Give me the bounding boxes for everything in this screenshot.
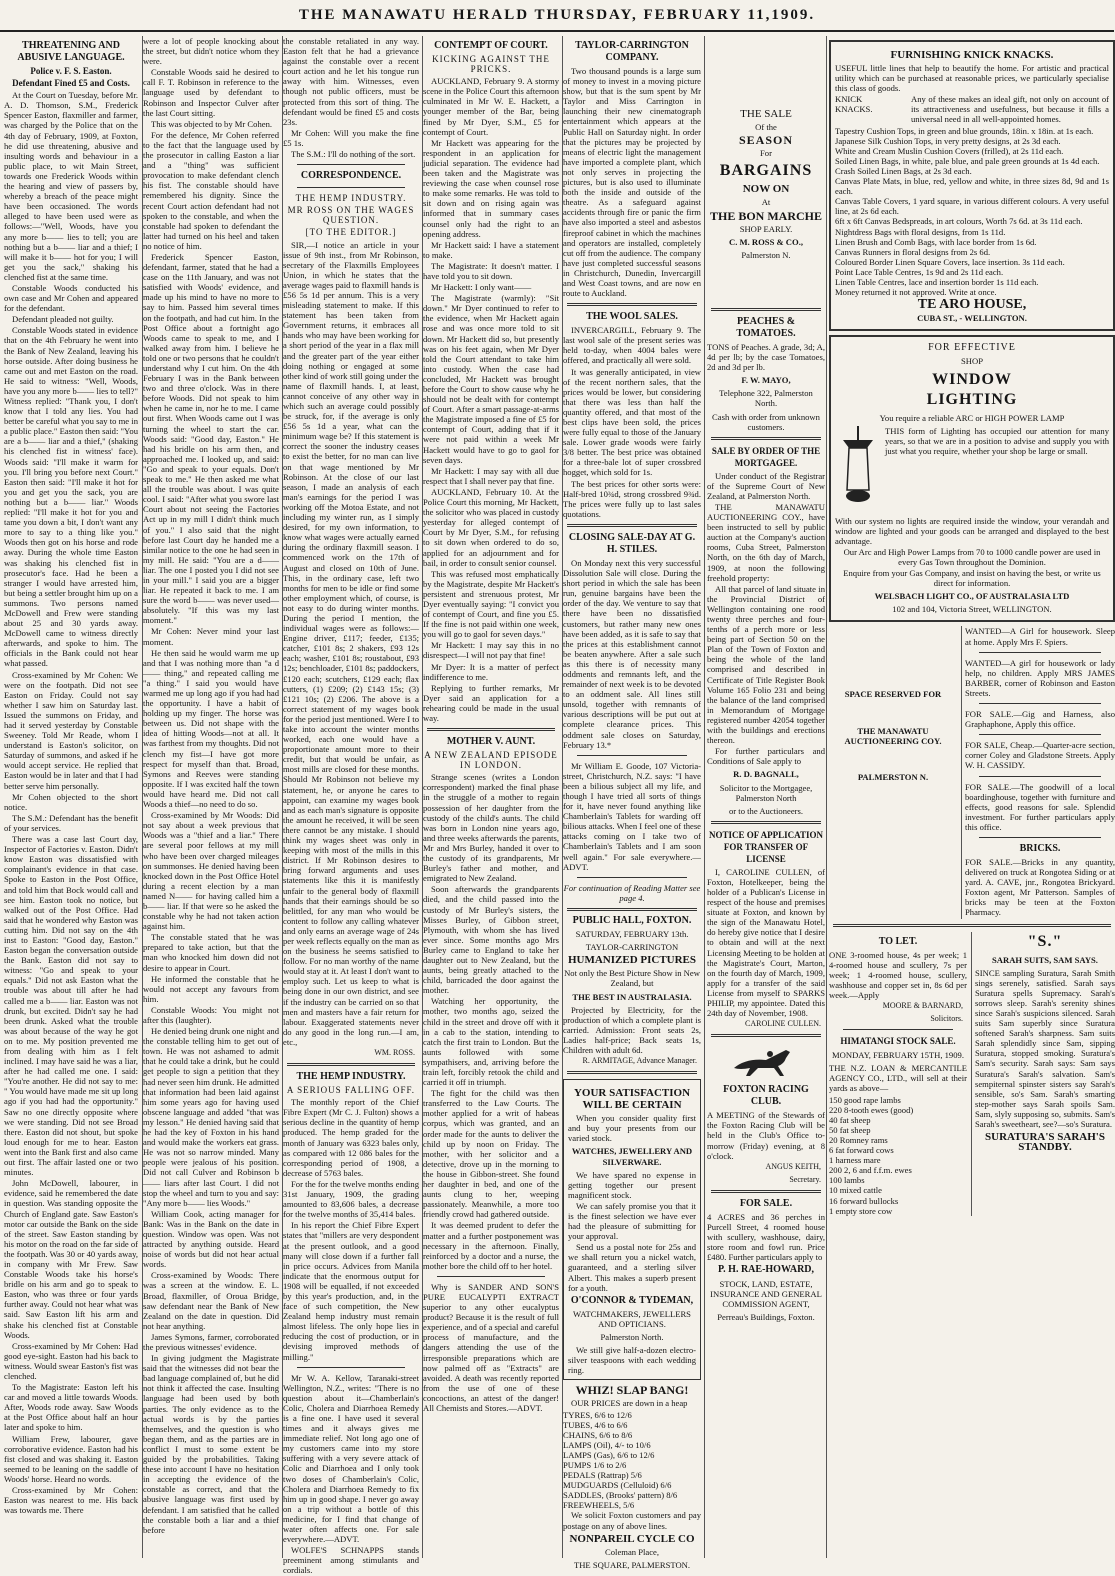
- ad-text: 4 ACRES and 36 perches in Purcell Street, 4 roomed house with scullery, washhouse, dairy, store room and fowl run. Price £480. Further particulars apply to: [707, 1211, 825, 1263]
- divider: [979, 734, 1101, 735]
- paragraph: Constable Woods said he desired to call F. T. Robinson in reference to the language used by defendant to Robinson and Inspector Culver after the last Court sitting.: [143, 67, 279, 118]
- ad-text: Money returned it not approved. Write at once.: [835, 287, 997, 298]
- paragraph: It was generally anticipated, in view of the recent northern sales, that the prices would be lower, but considering that there was less than half the quantity offered, and that most of the best clips have been sold, the prices were fully equal to those of the January sale. Lower grade woods were fairly 3/8 better. The best price was obtained for a three-bale lot of super crossbred hogget, which sold for 1s.: [563, 366, 701, 478]
- ad-headline: LIGHTING: [926, 390, 1018, 408]
- paragraph: There was a case last Court day, Inspector of Factories v. Easton. Didn't know Easton was dissatisfied with complainant's evidence in that case. Spoke to Easton in the Post Office, and told him that Bock would call and see him. Easton took no notice, but walked out of the Post Office. Had said that he wondered why Easton was cutting him. Did not say on the 4th inst to Easton: "Good day, Easton." Easton began the conversation outside the Bank. Easton did not say to witness: "Go and speak to your equals." Did not ask Easton what the trouble was about till after he had called me a b—— liar. Easton was not drunk, but excited. Didn't say he had been drunk. Asked what the trouble was about because of the way he got on to me. My position prevented me from dealing with him as I felt inclined. I may have said he was a liar, after he had called me one. I said: "You're another. He did not say to me: " You would have made me sit up long ago if you had had the opportunity." Saw no one directly opposite where we were standing. Did not see Broad there. Easton did not shout, but spoke loud enough for me to hear. Easton went into the Bank first and also came out first. The affair lasted one or two minutes.: [4, 834, 138, 1178]
- ad-text: FOR EFFECTIVE: [928, 342, 1016, 354]
- divider: [567, 524, 697, 527]
- paragraph: The Magistrate (warmly): "Sit down." Mr Dyer continued to refer to the evidence, when Mr Hackett again rose and was once more told to sit down. Mr Hackett did so, but presently was on his feet again, when Mr Dyer told the Court attendant to take him into custody. When the case had concluded, Mr Hackett was brought before the Court to show cause why he should not be dealt with for contempt of Court. After a smart passage-at-arms the Magistrate imposed a fine of £5 for contempt of Court, adding that if it were not paid within a week Mr Hackett would have to go to gaol for seven days.: [423, 293, 559, 465]
- classified-ad: FOR SALE.—The goodwill of a local boardinghouse, together with furniture and effects, good reasons for sale. Splendid investment. For further particulars apply this office.: [965, 781, 1115, 832]
- paragraph: The constable stated that he was prepared to take action, but that the man who knocked him down did not desire to appear in Court.: [143, 932, 279, 973]
- ad-text: THE MANAWATU AUCTIONEERING COY.: [844, 725, 942, 746]
- stock-list-item: 16 forward bullocks: [829, 1195, 899, 1206]
- ad-text: ONE 3-roomed house, 4s per week; 1 4-roomed house and scullery, 7s per week; 1 4-roomed house, scullery, washhouse and copper set in, 8s 6d per week.—Apply: [829, 949, 967, 1000]
- paragraph: AUCKLAND, February 10. At the Police Court this morning, Mr Hackett, the solicitor who was placed in custody yesterday for alleged contempt of Court by Mr Dyer, S.M., for refusing to sit down when ordered to do so, applied for an adjournment and for bail, in order to consult senior counsel.: [423, 486, 559, 568]
- paragraph: were a lot of people knocking about the street, but didn't notice whom they were.: [143, 36, 279, 67]
- ad-title: PUBLIC HALL, FOXTON.: [572, 914, 692, 926]
- ad-text: KNICK: [835, 94, 863, 105]
- classified-ad: FOR SALE.—Gig and Harness, also Graphaphone, Apply this office.: [965, 709, 1115, 730]
- ad-signature: ANGUS KEITH,: [765, 1161, 821, 1171]
- divider: [711, 437, 821, 440]
- paragraph: Constable Woods stated in evidence that on the 4th February he went into the Bank of New Zealand, leaving his horse outside. After doing business he came out and met Easton on the road. He said to witness: "Well, Woods, have you any more b—— lies to tell?" Witness replied: "Thank you, I don't know that I told any lies. You had better be careful what you say to me in a public place." Easton then said: "You are a b—— liar and a thief," (shaking his clenched fist in witness' face). Woods said: "I'll make it warm for you. I'll bring you before next Court." Easton then said: "I'll make it hot for you and get you the sack, you are nothing but a b—— liar." Woods replied: "I'll make it hot for you and tame you down a bit, I don't want any more to say to a thing like you." Woods then got on his horse and rode away. During the whole time Easton was shaking his clenched fist in prosecutor's face. Had he been a stranger I would have arrested him, but being a settler brought him up on a summons. Two persons named McDowell and Frew were standing about 25 and 30 yards away. McDowell came to witness directly afterwards, and spoke to him. The officials in the Bank could not hear what passed.: [4, 325, 138, 669]
- ad-text: PALMERSTON N.: [857, 771, 929, 782]
- ad-text: STOCK, LAND, ESTATE, INSURANCE AND GENERAL COMMISSION AGENT,: [710, 1278, 822, 1309]
- ad-signature: Solicitors.: [930, 1014, 963, 1024]
- ad-text: With our system no lights are required inside the window, your verandah and window are lighted and your goods can be arranged and displayed to the best advantage.: [835, 515, 1109, 546]
- bottom-split: [829, 932, 1115, 1216]
- ad-headline: WINDOW: [932, 370, 1012, 388]
- space-reserved-block: [829, 626, 957, 918]
- product-list-item: Canvas Runners in floral designs from 2s 6d.: [835, 246, 991, 257]
- paragraph: Mr Hackett: I may say this in no disrespect—I will not pay that fine!: [423, 640, 559, 661]
- paragraph: INVERCARGILL, February 9. The last wool sale of the present series was held to-day, when 4004 bales were offered, and practically all were sold.: [563, 325, 701, 366]
- price-list-item: LAMPS (Oil), 4/- to 10/6: [563, 1439, 651, 1450]
- paragraph: Replying to further remarks, Mr Dyer said an application for a rehearing could be made in the usual way.: [423, 682, 559, 723]
- ad-firm: THE BON MARCHE: [709, 208, 822, 223]
- divider: [427, 728, 555, 731]
- ad-firm: F. W. MAYO,: [741, 375, 791, 386]
- divider: [711, 1034, 821, 1037]
- classified-ad: WANTED—A Girl for housework. Sleep at home. Apply Mrs F. Spiers.: [965, 626, 1115, 647]
- paragraph: He then said he would warm me up and that I was nothing more than "a d—— thing," and repeated calling me "a thing." I said you would have warmed me up long ago if you had had the opportunity. I have a habit of holding up my finger. The horse was between us. Did not shape with the idea of hitting Woods—not at all. It was farthest from my thoughts. Did not clench my fist—I have got more respect for myself than that. Broad, Symons and Reeves were standing opposite. If I was excited half the town would have heard me. Did not call Woods a thief—no need to do so.: [143, 647, 279, 810]
- stock-list-item: 50 fat sheep: [829, 1124, 871, 1135]
- paragraph: Cross-examined by Woods: There was a screen at the window. E. L. Broad, flaxmiller, of Oroua Bridge, saw defendant near the Bank of New Zealand on the date in question. Did not hear anything.: [143, 1270, 279, 1331]
- product-list-item: Canvas Plate Mats, in blue, red, yellow and white, in three sizes 8d, 9d and 1s each.: [835, 176, 1109, 197]
- article-subtitle: KICKING AGAINST THE PRICKS.: [432, 54, 550, 75]
- paragraph: Mr Dyer: It is a matter of perfect indifference to me.: [423, 661, 559, 682]
- ad-headline: YOUR SATISFACTION WILL BE CERTAIN: [573, 1087, 691, 1112]
- divider: [711, 1190, 821, 1193]
- paragraph: Mr Cohen objected to the short notice.: [4, 791, 138, 812]
- window-lighting-ad: [829, 335, 1115, 622]
- article-subtitle: THE HEMP INDUSTRY.: [295, 193, 407, 204]
- price-list-item: PEDALS (Rattrap) 5/6: [563, 1470, 642, 1481]
- ad-text: Telephone 322, Palmerston North.: [719, 388, 813, 409]
- ad-headline: BRICKS.: [1019, 842, 1061, 854]
- ad-text: 102 and 104, Victoria Street, WELLINGTON.: [892, 604, 1052, 615]
- ad-text: Palmerston North.: [600, 1332, 664, 1343]
- article-subtitle: Police v. F. S. Easton.: [30, 66, 112, 76]
- column-7: [826, 36, 1115, 1558]
- ad-text: Of the: [755, 122, 777, 133]
- product-list-item: Tapestry Cushion Tops, in green and blue grounds, 18in. x 18in. at 1s each.: [835, 125, 1094, 136]
- ad-text: THE MANAWATU AUCTIONEERING COY., have been instructed to sell by public auction at the Company's auction rooms, Cuba Street, Palmerston North, on the 6th day of March, 1909, at noon the following freehold property:: [707, 501, 825, 583]
- product-list-item: Japanese Silk Cushion Tops, in very pretty designs, at 2s 3d each.: [835, 135, 1061, 146]
- paragraph: SIR,—I notice an article in your issue of 9th inst., from Mr Robinson, secretary of the Flaxmills Employees Union, in which he states that the average wages paid to flaxmill hands is £56 5s 1d per annum. This is a very misleading statement to make. If this statement has been taken from Government returns, it embraces all hands who may have been working for a short period of the year in a flax mill and the greater part of the year either doing nothing or engaged at some other kind of work still going under the name of flaxmill hands. I, at least, cannot conceive of any other way in which such an average could possibly be struck, for, if the average is only £56 5s 1d a year, what can the minimum wage be? If this statement is correct the sooner the industry ceases to exist the better, for no man can live on that wage mentioned by Mr Robinson. At the close of our last season, I made an analysis of each man's earnings for the period I was working off the Motoa Estate, and not including my winter run, as I simply desired, for my own information, to know what wages were actually earned during the ordinary flaxmill season. I commenced work on the 17th of August and closed on 10th of June. This, in the ordinary case, left two months for men to be idle or find some other employment which, of course, is not easy to do during winter months. During the period I mention, the individual wages were as follows:—Engine driver, £117; feeder, £135; catcher, £101 8s; 2 shakers, £93 12s each; washer, £101 8s; roustabout, £93 12s; benchloader, £101 8s; paddockers, £120 each; scutchers, £129 each; flax cutters, (1) £209; (2) £143 15s; (3) £121 10s; (2) £206. The above is a correct statement of my wages book for the period just mentioned. Were I to take into account the winter months worked, each one would have a proportionate amount more to their credit, but that would be unfair, as most mills are closed for these months. Should Mr Robinson not believe my statement, he, or anyone he cares to appoint, can examine my wages book and as each man's signature is opposite the amount he received, it will be seen there cannot be any mistake. I should think my wages sheet was only in keeping with most of the mills in this district. If Mr Robinson desires to bring forward arguments and uses statements like this it is manifestly unfair to the general body of flaxmill hands that their earnings should be so belittled, for any man who would be content to follow any calling whatever and only earns an average wage of 24s per week reflects equally on the man as on the business he seems satisfied to follow. For no man worthy of the name would stay at it. At least I don't want to employ such. Let us keep to what is being done in our own district, and see if the industry can be carried on so that men and masters have a fair return for labour. Exaggerated statements never do any good in the long run.—I am, etc.,: [283, 239, 419, 1047]
- paragraph: The S.M.: Defendant has the benefit of your services.: [4, 812, 138, 833]
- ad-text: You require a reliable ARC or HIGH POWER LAMP: [879, 412, 1065, 423]
- paragraph: Constable Woods: You might not after this (laughter).: [143, 1004, 279, 1025]
- ad-firm: NONPAREIL CYCLE CO: [569, 1532, 695, 1545]
- paragraph: Soon afterwards the grandparents died, and the child passed into the custody of Mr Burley's sisters, the Misses Burley, of Gibbon street, Plymouth, with whom she has lived ever since. Some months ago Mrs Burley came to England to take her daughter out to New Zealand, but the aunts, being greatly attached to the child, barricaded the door against the mother.: [423, 884, 559, 996]
- ad-text: Any of these makes an ideal gift, not only on account of its attractiveness and usefulness, but because it fills a universal need in all well-appointed homes.: [911, 94, 1109, 125]
- ad-headline: TO LET.: [878, 935, 918, 947]
- divider: [577, 755, 687, 756]
- article-subtitle: A NEW ZEALAND EPISODE IN LONDON.: [424, 750, 558, 771]
- paragraph: Mr Hackett said: I have a statement to make.: [423, 239, 559, 260]
- divider: [979, 652, 1101, 653]
- paragraph: This was objected to by Mr Cohen.: [151, 118, 273, 129]
- ad-signature: CAROLINE CULLEN.: [745, 1019, 821, 1029]
- stock-list-item: 150 good rape lambs: [829, 1094, 901, 1105]
- classified-ad: WANTED—A girl for housework or lady help, no children. Apply MRS JAMES BARBER, corner of Robinson and Easton Streets.: [965, 657, 1115, 698]
- price-list: [563, 1410, 701, 1511]
- paragraph: William Cook, acting manager for Bank: Was in the Bank on the date in question. Window was open. Was not attracted by anything outside. Heard noise of words but did not hear actual words.: [143, 1208, 279, 1270]
- suratura-ad: [971, 932, 1115, 1216]
- stock-list-item: 100 lambs: [829, 1175, 865, 1186]
- knick-row: [835, 94, 1109, 125]
- stock-list: [829, 1095, 967, 1216]
- paragraph: Mr William E. Goode, 107 Victoria-street, Christchurch, N.Z. says: "I have been a bilious subject all my life, and though I have tried all sorts of things for it, have never found anything like Chamberlain's Tablets for warding off bilious attacks. When I feel one of these attacks coming on I take two of Chamberlain's Tablets and I am soon well again." For sale everywhere.—ADVT.: [563, 760, 701, 872]
- paragraph: He denied being drunk one night and the constable telling him to get out of town. He was not ashamed to admit that he could take a drink, but he could get people to sign a petition that they had never seen him drunk. He admitted that information had been laid against him some years ago for having used obscene language and added "that was my lesson." He denied having said that he had the key of Foxton in his hand and would make the workers eat grass. He was not so narrow minded. Many people were jealous of his position. Did not call Culver and Robinson b—— liars after last Court. I did not stop the wheel and turn to you and say: "Any more b—— lies Woods.": [143, 1026, 279, 1208]
- ad-text: KNACKS.: [835, 104, 873, 115]
- ad-headline: FURNISHING KNICK KNACKS.: [890, 49, 1054, 61]
- paragraph: Constable Woods conducted his own case and Mr Cohen and appeared for the defendant.: [4, 282, 138, 314]
- ad-headline: HUMANIZED PICTURES: [567, 954, 697, 967]
- ad-text: We can safely promise you that it is the finest selection we have ever had the pleasure of submitting for your approval.: [568, 1200, 696, 1242]
- ad-text: We solicit Foxton customers and pay postage on any of above lines.: [563, 1510, 701, 1531]
- ad-text: Not only the Best Picture Show in New Zealand, but: [564, 968, 700, 989]
- paragraph: Mr W. A. Kellow, Taranaki-street Wellington, N.Z., writes: "There is no question about it—Chamberlain's Colic, Cholera and Diarrhoea Remedy is a fine one. I have used it several times and it always gives me immediate relief. Not long ago one of my customers came into my store suffering with a very severe attack of Colic and Diarrhoea and I only took two doses of Chamberlain's Colic, Cholera and Diarrhoea Remedy to fix him up in good shape. I never go away on a trip without a bottle of this medicine, for I find that change of water often affects one. For sale everywhere.—ADVT.: [283, 1372, 419, 1545]
- ad-firm: C. M. ROSS & CO.,: [728, 236, 803, 247]
- paragraph: WOLFE'S SCHNAPPS stands preeminent among stimulants and cordials.: [283, 1545, 419, 1576]
- ad-text: Send us a postal note for 25s and we shall return you a nickel watch, guaranteed, and a sterling silver Albert. This makes a superb present for a youth.: [568, 1242, 696, 1293]
- ad-text: Cash with order from unknown customers.: [712, 411, 820, 432]
- ad-text: or to the Auctioneers.: [729, 805, 803, 816]
- product-list-item: 6ft x 6ft Canvas Bedspreads, in art colours, Worth 7s 6d. at 3s 11d each.: [835, 216, 1083, 227]
- ad-headline: PEACHES & TOMATOES.: [736, 315, 796, 339]
- ad-text: THE N.Z. LOAN & MERCANTILE AGENCY CO., LTD., will sell at their yards as above—: [829, 1063, 967, 1094]
- divider: [287, 1063, 415, 1066]
- product-list-item: Coloured Border Linen Square Covers, lace insertion. 3s 11d each.: [835, 256, 1065, 267]
- paragraph: The fight for the child was then transferred to the Law Courts. The mother applied for a writ of habeas corpus, which was granted, and an order made for the aunts to deliver the child up by noon on Friday. The mother, with her solicitor and a detective, drove up in the morning to the house in Gibbon-street. She found her daughter in bed, and one of the aunts clung to her, weeping passionately. Meanwhile, a more too friendly crowd had gathered outside.: [423, 1088, 559, 1220]
- ad-text: THE SQUARE, PALMERSTON.: [573, 1559, 691, 1570]
- ad-date: SATURDAY, FEBRUARY 13th.: [575, 929, 689, 940]
- paragraph: Watching her opportunity, the mother, two months ago, seized the child in the street and drove off with it in a cab to the station, intending to catch the first train to London. But the aunts followed with some sympathisers, and, arriving before the train left, forcibly retook the child and carried it off in triumph.: [423, 996, 559, 1088]
- article-title: TAYLOR-CARRINGTON COMPANY.: [575, 40, 689, 63]
- racehorse-icon: [726, 1042, 806, 1080]
- stock-list-item: 20 Romney rams: [829, 1134, 888, 1145]
- ad-text: We have spared no expense in getting together our present magnificent stock.: [568, 1169, 696, 1200]
- classified-ad: FOR SALE, Cheap.—Quarter-acre section, corner Coley and Gladstone Streets. Apply W. H. CASSIDY.: [965, 740, 1115, 771]
- column-4: [422, 36, 559, 1558]
- ad-text: Our Arc and High Power Lamps from 70 to 1000 candle power are used in every Gas Town throughout the Dominion.: [843, 546, 1101, 567]
- price-list-item: FREEWHEELS, 5/6: [563, 1500, 635, 1511]
- ad-headline: FOXTON RACING CLUB.: [723, 1084, 809, 1108]
- divider: [833, 924, 1111, 927]
- ad-text: SURATURA'S SARAH'S STANDBY.: [985, 1131, 1105, 1154]
- article-title: THE WOOL SALES.: [586, 311, 678, 323]
- ad-text: USEFUL little lines that help to beautify the home. For artistic and practical utility which can be purchased at reasonable prices, we particularly specialise this class of goods.: [835, 63, 1109, 94]
- paragraph: John McDowell, labourer, in evidence, said he remembered the date in question. Was standing opposite the Church of England gate. Saw Easton's motor car outside the Bank on the side of the street. Saw Easton standing by his motor on the road on the far side of the footpath. Was 30 or 40 yards away, in company with Mr Frew. Saw Constable Woods take his horse's bridle on his arm and go to speak to Easton, who was three or four yards further away. Could not hear what was said. Saw Easton lift his arm and shake his clenched fist at Constable Woods.: [4, 1178, 138, 1340]
- ad-headline: HIMATANGI STOCK SALE.: [840, 1036, 956, 1047]
- ad-text: SEASON: [738, 133, 794, 148]
- ad-signature: R. ARMITAGE, Advance Manager.: [582, 1056, 697, 1066]
- divider: [979, 776, 1101, 777]
- paragraph: For the for the twelve months ending 31st January, 1909, the grading amounted to 83,606 bales, a decrease for the twelve months of 35,414 bales.: [283, 1178, 419, 1220]
- paragraph: Frederick Spencer Easton, defendant, farmer, stated that he had a case on the 11th January, and was not satisfied with Woods' evidence, and made up his mind to have no more to say to him. Passed him several times on the footpath, and had cut him. In the Post Office about a fortnight ago Woods came to speak to me, and I walked away from him. I believe he told one or two persons that he couldn't understand why I cut him. On the 4th February I was in the Bank between two and three o'clock. Was in there before Woods. Did not speak to him when he came in, nor he to me. I came out first. When Woods came out I was turning the wheel to start the car. Woods said: "Good day, Easton." He had his bridle on his arm then, and approached me. I looked up, and said: "Go and speak to your equals. Don't speak to me." He then asked me what all the trouble was about. I was quite cool. I said: "After what you swore last Court about not seeing the Factories Act up in my mill I didn't think much of you." I also said that the night before last Court day he handed me a similar notice to the one he had seen in my mill. He said: "You are a d—— liar. The one I posted you I did not see in your mill." I said you are a bigger liar. He repeated it back to me. I am sure the word b—— was never used—absolutely. "If this was my last moment.": [143, 251, 279, 626]
- product-list-item: Nightdress Bags with floral designs, from 1s 11d.: [835, 226, 1006, 237]
- price-list-item: TYRES, 6/6 to 12/6: [563, 1409, 632, 1420]
- ad-text: Solicitor to the Mortgagee, Palmerston North: [719, 782, 813, 803]
- ad-text: Palmerston N.: [741, 249, 791, 260]
- divider: [567, 1071, 697, 1074]
- lower-split: [829, 626, 1115, 918]
- ad-text: WATCHES, JEWELLERY AND SILVERWARE.: [571, 1146, 693, 1167]
- price-list-item: SADDLES, (Brooks' pattern) 8/6: [563, 1490, 678, 1501]
- article-subtitle: A SERIOUS FALLING OFF.: [286, 1085, 416, 1096]
- ad-text: SINCE sampling Suratura, Sarah Smith sings serenely, satisfied. Sarah says Suratura spells Supremacy. Sarah's sorrows sleep. Sarah's serenity shines since Sarah's suspicions silenced. Sarah suits Sam superbly since Suratura softened Sarah's sharpness. Sam suits Sarah splendidly since Sam, sipping Suratura, stopped smoking. Suratura's Sam's security. Sarah says: Sam says Suratura's Sarah's salvation. Sam's sempiternal spinster sisters say Sarah's sensible, so's Sam. Sarah's smarting step-mother says Sarah spoils Sam. Sam, slyly supposing so, submits. Sam's Sarah's sweetheart, see?—so's Suratura.: [975, 967, 1115, 1130]
- paragraph: Cross-examined by Mr Cohen: We were on the footpath. Did not see Easton on Friday. Could not say whether I saw him on Saturday last. Issued the summons on Friday, and had it served yesterday by Constable Sweeney. Told Mr Reade, whom I understand is Easton's solicitor, on Saturday of summons, and asked if he would accept service. He replied that Easton would be in later and that I had better serve him personally.: [4, 669, 138, 791]
- paragraph: William Frew, labourer, gave corroborative evidence. Easton had his fist closed and was shaking it. Easton seemed to be leaning on the saddle of Woods' horse. Heard no words.: [4, 1433, 138, 1484]
- ad-text: SPACE RESERVED FOR: [844, 689, 942, 700]
- ad-headline: NOTICE OF APPLICATION FOR TRANSFER OF LICENSE: [708, 829, 823, 864]
- ad-firm: P. H. RAE-HOWARD,: [717, 1264, 815, 1276]
- price-list-item: LAMPS (Gas), 6/6 to 12/6: [563, 1449, 655, 1460]
- paragraph: At the Court on Tuesday, before Mr. A. D. Thomson, S.M., Frederick Spencer Easton, flaxmiller and farmer, was charged by the Police that on the 4th day of February, 1909, at Foxton, he did use threatening, abusive and insulting words and behaviour in a public place, to wit Main Street, towards one Frederick Woods within the hearing and view of passers by, whereby a breach of the peace might have been occasioned. The words alleged to have been used were as follows:—"Well, Woods, have you any more b—— lies to tell; you are nothing but a b—— liar and a thief; I will make it b—— hot for you; I will get you the sack," shaking his clenched fist at the same time.: [4, 90, 138, 282]
- bottom-left-block: [829, 932, 967, 1216]
- ad-firm: TE ARO HOUSE,: [917, 297, 1027, 313]
- ad-text: Enquire from your Gas Company, and insist on having the best, or write us direct for information.: [843, 568, 1101, 589]
- ad-text: TONS of Peaches. A grade, 3d; A, 4d per lb; by the case Tomatoes, 2d and 3d per lb.: [707, 341, 825, 373]
- stock-list-item: 40 fat sheep: [829, 1114, 871, 1125]
- paragraph: Mr Hackett: I may say with all due respect that I shall never pay that fine.: [423, 465, 559, 486]
- price-list-item: PUMPS 1/6 to 2/6: [563, 1459, 627, 1470]
- stock-list-item: 1 empty store cow: [829, 1205, 893, 1216]
- price-list-item: MUDGUARDS (Celluloid) 6/6: [563, 1480, 672, 1491]
- article-title: THE HEMP INDUSTRY.: [296, 1071, 406, 1083]
- ad-company: TAYLOR-CARRINGTON: [585, 942, 679, 953]
- divider: [567, 908, 697, 911]
- ad-text: When you consider quality first and buy your presents from our varied stock.: [568, 1113, 696, 1144]
- ad-text: NOW ON: [742, 183, 790, 196]
- article-title: THREATENING AND ABUSIVE LANGUAGE.: [17, 40, 125, 63]
- lamp-icon: [835, 426, 881, 516]
- article-subtitle: MR ROSS ON THE WAGES QUESTION.: [287, 205, 415, 226]
- ad-text: Projected by Electricity, for the production of which a complete plant is carried. Admission: Front seats 2s, Ladies half-price; Back seats 1s, Children with adult 6d.: [563, 1004, 701, 1055]
- ad-headline: BARGAINS: [719, 162, 813, 180]
- ad-text: SHOP: [961, 356, 983, 367]
- divider: [577, 877, 687, 878]
- classified-ad: FOR SALE.—Bricks in any quantity, delivered on truck at Rongotea Siding or at yard. A. CAVE, jnr., Rongotea Brickyard. Foxton agent, Mr Patterson. Samples of bricks may be teen at the Foxton Pharmacy.: [965, 856, 1115, 918]
- paragraph: To the Magistrate: Easton left his car and moved a little towards Woods. After, Woods rode away. Saw Woods at the Post Office about half an hour later and spoke to him.: [4, 1382, 138, 1433]
- divider: [567, 303, 697, 306]
- column-6: [704, 36, 825, 1558]
- divider: [979, 703, 1101, 704]
- column-5: [562, 36, 701, 1570]
- ad-text: CUBA ST., - WELLINGTON.: [917, 313, 1027, 324]
- paragraph: The best prices for other sorts were: Half-bred 10¾d, strong crossbred 9¾d. The prices were fully up to last sales quotations.: [563, 478, 701, 519]
- product-list-item: White and Cream Muslin Cushion Covers (frilled), at 2s 11d each.: [835, 145, 1064, 156]
- ad-text: SHOP EARLY.: [739, 223, 793, 234]
- column-2: [142, 36, 279, 1558]
- article-subtitle: Defendant Fined £5 and Costs.: [12, 78, 130, 89]
- paragraph: Why is SANDER AND SON'S PURE EUCALYPTI EXTRACT superior to any other eucalyptus product? Because it is the result of full experience, and of a special and careful process of manufacture, and the dangers attending the use of the irresponsible preparations which are now palmed off as "Extracts" are avoided. A death was recently reported from the use of one of these concoctions, an attest of the danger! All Chemists and Stores.—ADVT.: [423, 1281, 559, 1413]
- price-list-item: TUBES, 4/6 to 6/6: [563, 1419, 628, 1430]
- ad-text: MONDAY, FEBRUARY 15TH, 1909.: [832, 1050, 964, 1061]
- signature: WM. ROSS.: [374, 1048, 415, 1057]
- ad-text: At: [761, 197, 771, 208]
- product-list: [835, 126, 1109, 288]
- paragraph: Mr Cohen: Will you make the fine £5 1s.: [283, 127, 419, 148]
- paragraph: This was refused most emphatically by the Magistrate, despite Mr Hackett's persistent and strenuous protest, Mr Dyer eventually saying: "I convict you of contempt of Court, and fine you £5. If the fine is not paid within one week, you will go to gaol for seven days.": [423, 568, 559, 640]
- product-list-item: Soiled Linen Bags, in white, pale blue, and pale green grounds at 1s 4d each.: [835, 155, 1100, 166]
- paragraph: Mr Hackett was appearing for the respondent in an application for judicial separation. The evidence had been taken and the Magistrate was reviewing the case when counsel rose to make some remarks. He was told to sit down and on rising again was informed that in summary cases counsel only had the right to an opening address.: [423, 137, 559, 239]
- ad-headline: "S.": [1027, 932, 1063, 950]
- ad-signature: Secretary.: [789, 1174, 821, 1184]
- ad-text: Under conduct of the Registrar of the Supreme Court of New Zealand, at Palmerston North.: [707, 470, 825, 501]
- ad-text: For: [760, 148, 772, 159]
- product-list-item: Point Lace Table Centres, 1s 9d and 2s 11d each.: [835, 266, 1004, 277]
- paragraph: He informed the constable that he would not accept any favours from him.: [143, 973, 279, 1004]
- product-list-item: Linen Table Centres, lace and insertion border 1s 11d each.: [835, 276, 1039, 287]
- divider: [297, 187, 405, 188]
- masthead: THE MANAWATU HERALD THURSDAY, FEBRUARY 11,1909.: [0, 0, 1114, 32]
- ad-text: OUR PRICES are down in a heap: [571, 1398, 688, 1409]
- lamp-row: [835, 426, 1109, 516]
- ad-text: Perreau's Buildings, Foxton.: [717, 1311, 815, 1322]
- paragraph: AUCKLAND, February 9. A stormy scene in the Police Court this afternoon culminated in Mr W. E. Hackett, a younger member of the Bar, being fined by Mr Dyer, S.M., £5 for contempt of Court.: [423, 76, 559, 137]
- paragraph: It was deemed prudent to defer the matter and a further postponement was necessary in the afternoon. Finally, reinforced by a doctor and a nurse, the mother bore the child off to her hotel.: [423, 1220, 559, 1271]
- paragraph: Cross-examined by Mr Cohen: Had good eye-sight. Easton had his back to witness. Would swear Easton's fist was clenched.: [4, 1340, 138, 1381]
- product-list-item: Linen Brush and Comb Bags, with lace border from 1s 6d.: [835, 236, 1037, 247]
- ad-signature: R. D. BAGNALL,: [733, 769, 799, 780]
- article-title: MOTHER V. AUNT.: [446, 736, 536, 748]
- paragraph: Strange scenes (writes a London correspondent) marked the final phase in the struggle of a mother to regain possession of her daughter from the custody of the child's aunts. The child was born in London nine years ago, and three weeks afterwards the parents, Mr and Mrs Burley, handed it over to the custody of its grandparents, Mr Burley's father and mother, and emigrated to New Zealand.: [423, 772, 559, 884]
- paragraph: The S.M.: I'll do nothing of the sort.: [291, 149, 416, 160]
- paragraph: Mr Hackett: I only want——: [431, 282, 532, 293]
- ad-text: Coleman Place,: [605, 1546, 659, 1557]
- ad-text: All that parcel of land situate in the Provincial District of Wellington containing one rood twenty three perches and four-tenths of a perch more or less being part of Section 50 on the Plan of the Town of Foxton and being the whole of the land comprised and described in Certificate of Title Register Book Volume 165 Folio 231 and being the balance of the land comprised in Memorandum of Mortgage registered number 42054 together with the buildings and erections thereon.: [707, 583, 825, 746]
- ad-text: THE BEST IN AUSTRALASIA.: [572, 991, 692, 1002]
- article-title: CONTEMPT OF COURT.: [434, 40, 548, 51]
- knick-knacks-ad: [829, 40, 1115, 331]
- paragraph: Two thousand pounds is a large sum of money to invest in a moving picture show, but that is the sum spent by Mr Taylor and Miss Carrington in launching their new cinematograph entertainment which appears at the Public Hall on Saturday night. In order that the pictures may be projected by means of electric light the management have imported a complete plant, which not only serves in projecting the pictures, but is also used to illuminate both the inside and outside of the theatre. As a safeguard against accidents through fire or panic the firm have also imported a steel and asbestos fireproof cabinet in which the machines and operators are installed, completely cut off from the audience. The company have just completed successful seasons in Christchurch, Dunedin, Invercargill and West Coast towns, and are now en route to Auckland.: [563, 66, 701, 299]
- divider: [297, 1367, 405, 1368]
- divider: [843, 1029, 953, 1030]
- paragraph: Cross-examined by Mr Cohen: Easton was nearest to me. His back was towards me. There: [4, 1485, 138, 1516]
- product-list-item: Crash Soiled Linen Bags, at 2s 3d each.: [835, 165, 972, 176]
- ad-firm: WELSBACH LIGHT CO., OF AUSTRALASIA LTD: [874, 591, 1070, 602]
- paragraph: Defendant pleaded not guilty.: [12, 314, 114, 325]
- jewellery-ad: [563, 1079, 701, 1380]
- divider: [711, 308, 821, 311]
- paragraph: On Monday next this very successful Dissolution Sale will close. During the short period in which the sale has been run, genuine bargains have been the order of the day. We venture to say that there have been no dissatisfied customers, but rather many new ones have been added, as it is safe to say that the prices at this establishment cannot be beaten anywhere. After a sale such as this there is of necessity many oddments and remnants left, and the remainder of next week is to be devoted to an oddment sale. All lines still unsold, together with remnants of various descriptions will be put out at complete clearance prices. This oddment sale closes on Saturday, February 13.*: [563, 557, 701, 750]
- column-3: [282, 36, 419, 1576]
- ad-headline: FOR SALE.: [739, 1197, 793, 1209]
- ad-text: SARAH SUITS, SAM SAYS.: [992, 954, 1098, 965]
- editor-note: [TO THE EDITOR.]: [305, 227, 397, 238]
- continuation-note: For continuation of Reading Matter see page 4.: [563, 882, 701, 903]
- ad-text: I, CAROLINE CULLEN, of Foxton, Hotelkeeper, being the holder of a Publican's License in respect of the house and premises situate at Foxton, and known by the sign of the Manawatu Hotel, do hereby give notice that I desire to obtain and will at the next Licensing Meeting to be holden at the Magistrate's Court, Marton, on the fourth day of March, 1909, apply for a transfer of the said License from myself to SPARKS PHILIP, my appointee. Dated this 24th day of November, 1908.: [707, 866, 825, 1019]
- paragraph: For the defence, Mr Cohen referred to the fact that the language used by the prosecutor in calling Easton a liar and a "thing" was sufficient provocation to make defendant clench his fist. The constable should have remembered his dignity. Since the recent Court action defendant had not spoken to the constable, and when the constable had spoken to defendant the latter had turned on his heel and taken no notice of him.: [143, 129, 279, 251]
- stock-list-item: 220 8-tooth ewes (good): [829, 1104, 914, 1115]
- column-1: [4, 36, 138, 1558]
- divider: [437, 1276, 545, 1277]
- ad-text: For further particulars and Conditions of Sale apply to: [707, 746, 825, 767]
- divider: [297, 164, 405, 165]
- divider: [711, 821, 821, 824]
- ad-headline: WHIZ! SLAP BANG!: [575, 1383, 689, 1398]
- small-ads-block: [961, 626, 1115, 918]
- stock-list-item: 1 harness mare: [829, 1155, 881, 1166]
- price-list-item: CHAINS, 6/6 to 8/6: [563, 1429, 633, 1440]
- paragraph: The monthly report of the Chief Fibre Expert (Mr C. J. Fulton) shows a serious decline in the quantity of hemp produced. The hemp graded for the month of January was 6323 bales only, as compared with 12 086 bales for the corresponding period of 1908, a decrease of 5763 bales.: [283, 1097, 419, 1178]
- stock-list-item: 10 mixed cattle: [829, 1185, 882, 1196]
- paragraph: Mr Cohen: Never mind your last moment.: [143, 626, 279, 647]
- paragraph: The Magistrate: It doesn't matter. I have told you to sit down.: [423, 260, 559, 281]
- stock-list-item: 6 fat forward cows: [829, 1145, 894, 1156]
- product-list-item: Canvas Table Covers, 1 yard square, in various different colours. A very useful line, at 2s 6d each.: [835, 196, 1109, 217]
- ad-text: We still give half-a-dozen electro-silver teaspoons with each wedding ring.: [568, 1345, 696, 1376]
- stock-list-item: 200 2, 6 and f.f.m. ewes: [829, 1165, 912, 1176]
- article-title: CLOSING SALE-DAY AT G. H. STILES.: [568, 531, 696, 555]
- paragraph: In his report the Chief Fibre Expert states that "millers are very despondent at the present outlook, and a good many will close down if a further fall in price occurs. Advices from Manila indicate that the enormous output for 1908 will be equalled, if not exceeded by this year's production, and, in the face of such competition, the New Zealand hemp industry must remain almost lifeless. The only hope lies in reducing the cost of production, or in devising improved methods of milling.": [283, 1220, 419, 1362]
- ad-headline: SALE BY ORDER OF THE MORTGAGEE.: [711, 445, 821, 468]
- ad-text: A MEETING of the Stewards of the Foxton Racing Club will be held in the Club's Office to-morrow (Friday) evening, at 8 o'clock.: [707, 1110, 825, 1161]
- ad-text: THIS form of Lighting has occupied our attention for many years, so that we are in a position to advise and supply you with just what you require, whether your shop be large or small.: [885, 425, 1109, 456]
- divider: [979, 837, 1101, 838]
- ad-signature: MOORE & BARNARD,: [882, 1001, 963, 1010]
- section-heading: CORRESPONDENCE.: [300, 170, 402, 182]
- ad-firm: O'CONNOR & TYDEMAN,: [570, 1294, 694, 1306]
- paragraph: the constable retaliated in any way. Easton felt that he had a grievance against the constable over a recent court action and he let his tongue run away with him. Witnesses, even though not public officers, must be protected from this sort of thing. The defendant would be fined £5 and costs 23s.: [283, 36, 419, 127]
- ad-text: WATCHMAKERS, JEWELLERS AND OPTICIANS.: [573, 1308, 691, 1329]
- ad-text: THE SALE: [740, 108, 792, 120]
- knick-label: [835, 94, 905, 125]
- paragraph: In giving judgment the Magistrate said that the witnesses did not bear the bad language complained of, but he did not think it affected the case. Insulting language had been used by both parties. The only evidence as to the actual words is by the parties themselves, and the question is who began them, and as the parties are in conflict I must to some extent be guided by the probabilities. Taking these into account I have no hesitation in accepting the evidence of the constable as correct, and that the abusive language was first used by defendant. I am satisfied that he called the constable both a liar and a thief before: [143, 1353, 279, 1535]
- paragraph: Cross-examined by Mr Woods: Did not say about a week previous that Woods was a "thief and a liar." There are several poor fellows at my mill who have been over charged mileages on summonses. He denied having been knocked down in the Post Office Hotel during a recent election by a man named N—— for having called him a b—— liar. If that were so he asked the constable why he had not taken action against him.: [143, 810, 279, 932]
- paragraph: James Symons, farmer, corroborated the previous witnesses' evidence.: [143, 1331, 279, 1352]
